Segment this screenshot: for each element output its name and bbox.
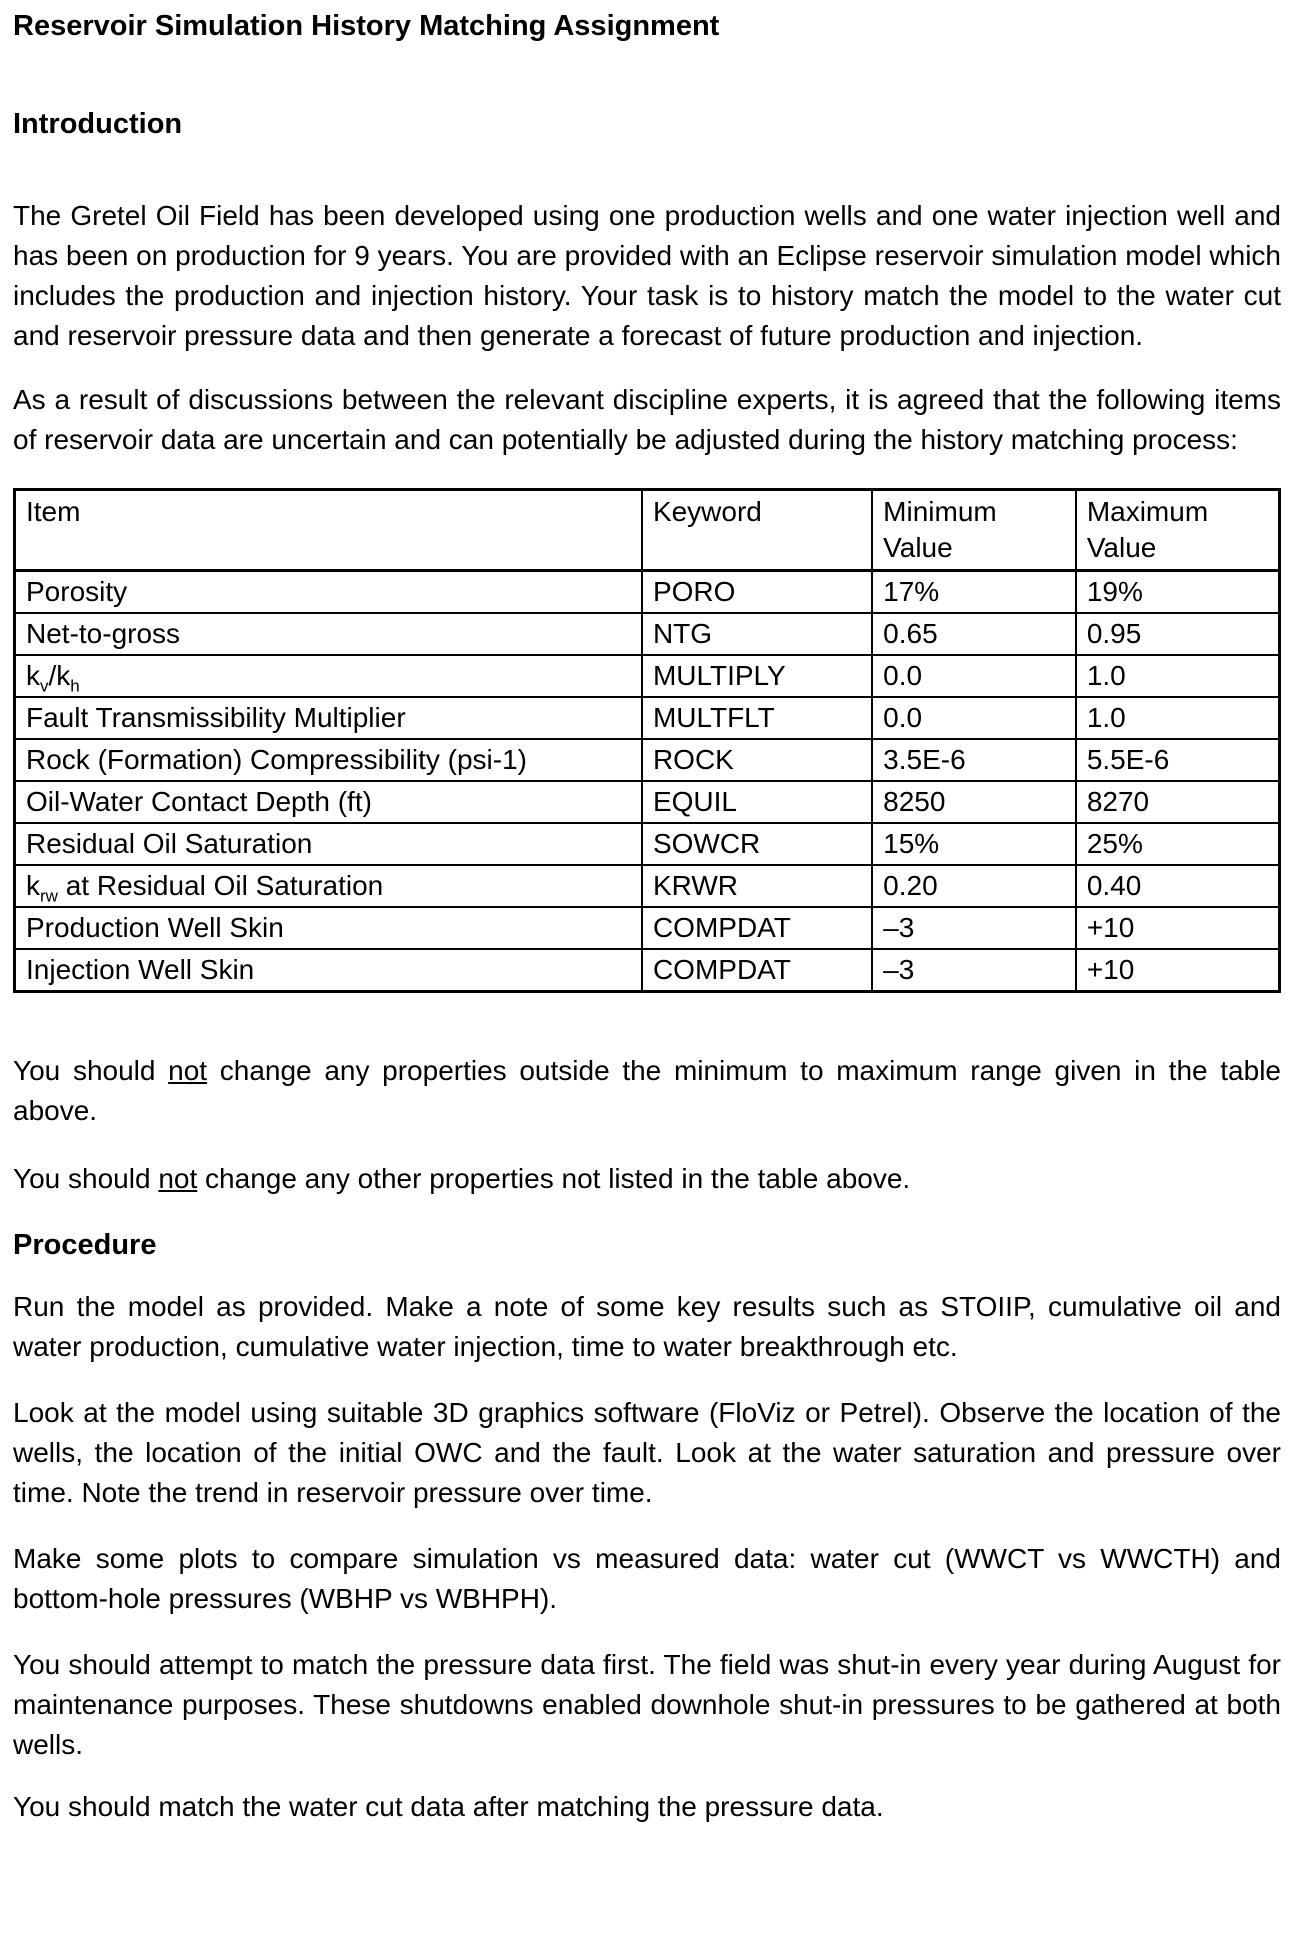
cell-item <box>15 865 642 907</box>
cell-max: 1.0 <box>1076 697 1280 739</box>
cell-max: 1.0 <box>1076 655 1280 697</box>
cell-min: 17% <box>872 571 1076 614</box>
cell-max: +10 <box>1076 949 1280 992</box>
column-header-item <box>15 490 642 571</box>
header-line: Value <box>883 532 953 563</box>
item-subscript: h <box>70 676 80 696</box>
cell-keyword: EQUIL <box>642 781 872 823</box>
cell-min: 15% <box>872 823 1076 865</box>
procedure-paragraph-pressure-match: You should attempt to match the pressure data first. The field was shut-in every year during August for maintenance purposes. These shutdowns enabled downhole shut-in pressures to be gathered at both wells. <box>13 1649 1281 1760</box>
cell-max: 0.40 <box>1076 865 1280 907</box>
table-row-rock-compressibility <box>15 739 1280 781</box>
uncertainty-parameters-table <box>13 488 1281 993</box>
cell-max: 19% <box>1076 571 1280 614</box>
cell-keyword: ROCK <box>642 739 872 781</box>
header-line: Value <box>1086 532 1157 563</box>
item-subscript: v <box>40 676 49 696</box>
table-row-kv-kh <box>15 655 1280 697</box>
item-text: k <box>26 660 40 691</box>
column-header-maximum-value <box>1076 490 1280 571</box>
cell-max: +10 <box>1076 907 1280 949</box>
intro-paragraph-field-overview: The Gretel Oil Field has been developed using one production wells and one water injection well and has been on production for 9 years. You are provided with an Eclipse reservoir simulation model which includes the production and injection history. Your task is to history match the model to the water cut and reservoir pressure data and then generate a forecast of future production and injection. <box>13 200 1281 351</box>
table-row-porosity <box>15 571 1280 614</box>
cell-item: Net-to-gross <box>15 613 642 655</box>
cell-item: Porosity <box>15 571 642 614</box>
cell-max: 8270 <box>1076 781 1280 823</box>
table-row-owc-depth <box>15 781 1280 823</box>
item-text: at Residual Oil Saturation <box>57 870 384 901</box>
cell-min: 0.0 <box>872 655 1076 697</box>
item-subscript: rw <box>40 886 58 906</box>
cell-item: Injection Well Skin <box>15 949 642 992</box>
cell-keyword: KRWR <box>642 865 872 907</box>
procedure-paragraph-water-cut-match: You should match the water cut data after matching the pressure data. <box>13 1791 884 1822</box>
constraint-text: change any properties outside the minimum to maximum range given in the table above. <box>13 1055 1281 1126</box>
cell-keyword: PORO <box>642 571 872 614</box>
cell-keyword: COMPDAT <box>642 907 872 949</box>
constraint-emphasis: not <box>168 1055 208 1086</box>
item-text: k <box>26 870 40 901</box>
header-line: Item <box>26 496 81 527</box>
cell-keyword: MULTFLT <box>642 697 872 739</box>
cell-keyword: SOWCR <box>642 823 872 865</box>
cell-max: 25% <box>1076 823 1280 865</box>
table-row-production-well-skin <box>15 907 1280 949</box>
header-line: Maximum <box>1086 496 1209 527</box>
cell-max: 5.5E-6 <box>1076 739 1280 781</box>
header-line: Minimum <box>883 496 997 527</box>
constraint-paragraph-other <box>13 1159 1281 1199</box>
table-row-fault-transmissibility <box>15 697 1280 739</box>
cell-item: Residual Oil Saturation <box>15 823 642 865</box>
cell-keyword: COMPDAT <box>642 949 872 992</box>
header-line: Keyword <box>652 496 762 527</box>
column-header-keyword <box>642 490 872 571</box>
constraint-text: You should <box>13 1163 159 1194</box>
table-row-injection-well-skin <box>15 949 1280 992</box>
constraint-paragraph-range <box>13 1051 1281 1131</box>
table-row-residual-oil-saturation <box>15 823 1280 865</box>
cell-min: 8250 <box>872 781 1076 823</box>
procedure-paragraph-3d-graphics: Look at the model using suitable 3D graphics software (FloViz or Petrel). Observe the location of the wells, the location of the initial OWC and the fault. Look at the water saturation and pressure over time. Note the trend in reservoir pressure over time. <box>13 1397 1281 1508</box>
document-title: Reservoir Simulation History Matching Assignment <box>13 10 720 42</box>
cell-item: Production Well Skin <box>15 907 642 949</box>
procedure-paragraph-plots: Make some plots to compare simulation vs measured data: water cut (WWCT vs WWCTH) and bottom-hole pressures (WBHP vs WBHPH). <box>13 1543 1281 1614</box>
item-text: /k <box>48 660 71 691</box>
table-row-net-to-gross <box>15 613 1280 655</box>
constraint-text: You should <box>13 1055 169 1086</box>
cell-keyword: NTG <box>642 613 872 655</box>
cell-item <box>15 655 642 697</box>
cell-min: 3.5E-6 <box>872 739 1076 781</box>
cell-max: 0.95 <box>1076 613 1280 655</box>
table-header-row <box>15 490 1280 571</box>
table-row-krw <box>15 865 1280 907</box>
cell-item: Oil-Water Contact Depth (ft) <box>15 781 642 823</box>
cell-item: Fault Transmissibility Multiplier <box>15 697 642 739</box>
introduction-heading: Introduction <box>13 108 183 140</box>
procedure-heading: Procedure <box>13 1229 157 1261</box>
procedure-paragraph-run-model: Run the model as provided. Make a note of some key results such as STOIIP, cumulative oil and water production, cumulative water injection, time to water breakthrough etc. <box>13 1291 1281 1362</box>
constraint-text: change any other properties not listed in the table above. <box>197 1163 911 1194</box>
cell-keyword: MULTIPLY <box>642 655 872 697</box>
cell-min: 0.65 <box>872 613 1076 655</box>
constraint-emphasis: not <box>158 1163 198 1194</box>
cell-min: 0.20 <box>872 865 1076 907</box>
column-header-minimum-value <box>872 490 1076 571</box>
cell-item: Rock (Formation) Compressibility (psi-1) <box>15 739 642 781</box>
cell-min: –3 <box>872 907 1076 949</box>
cell-min: 0.0 <box>872 697 1076 739</box>
cell-min: –3 <box>872 949 1076 992</box>
intro-paragraph-uncertain-data: As a result of discussions between the relevant discipline experts, it is agreed that the following items of reservoir data are uncertain and can potentially be adjusted during the history matching process: <box>13 384 1281 455</box>
